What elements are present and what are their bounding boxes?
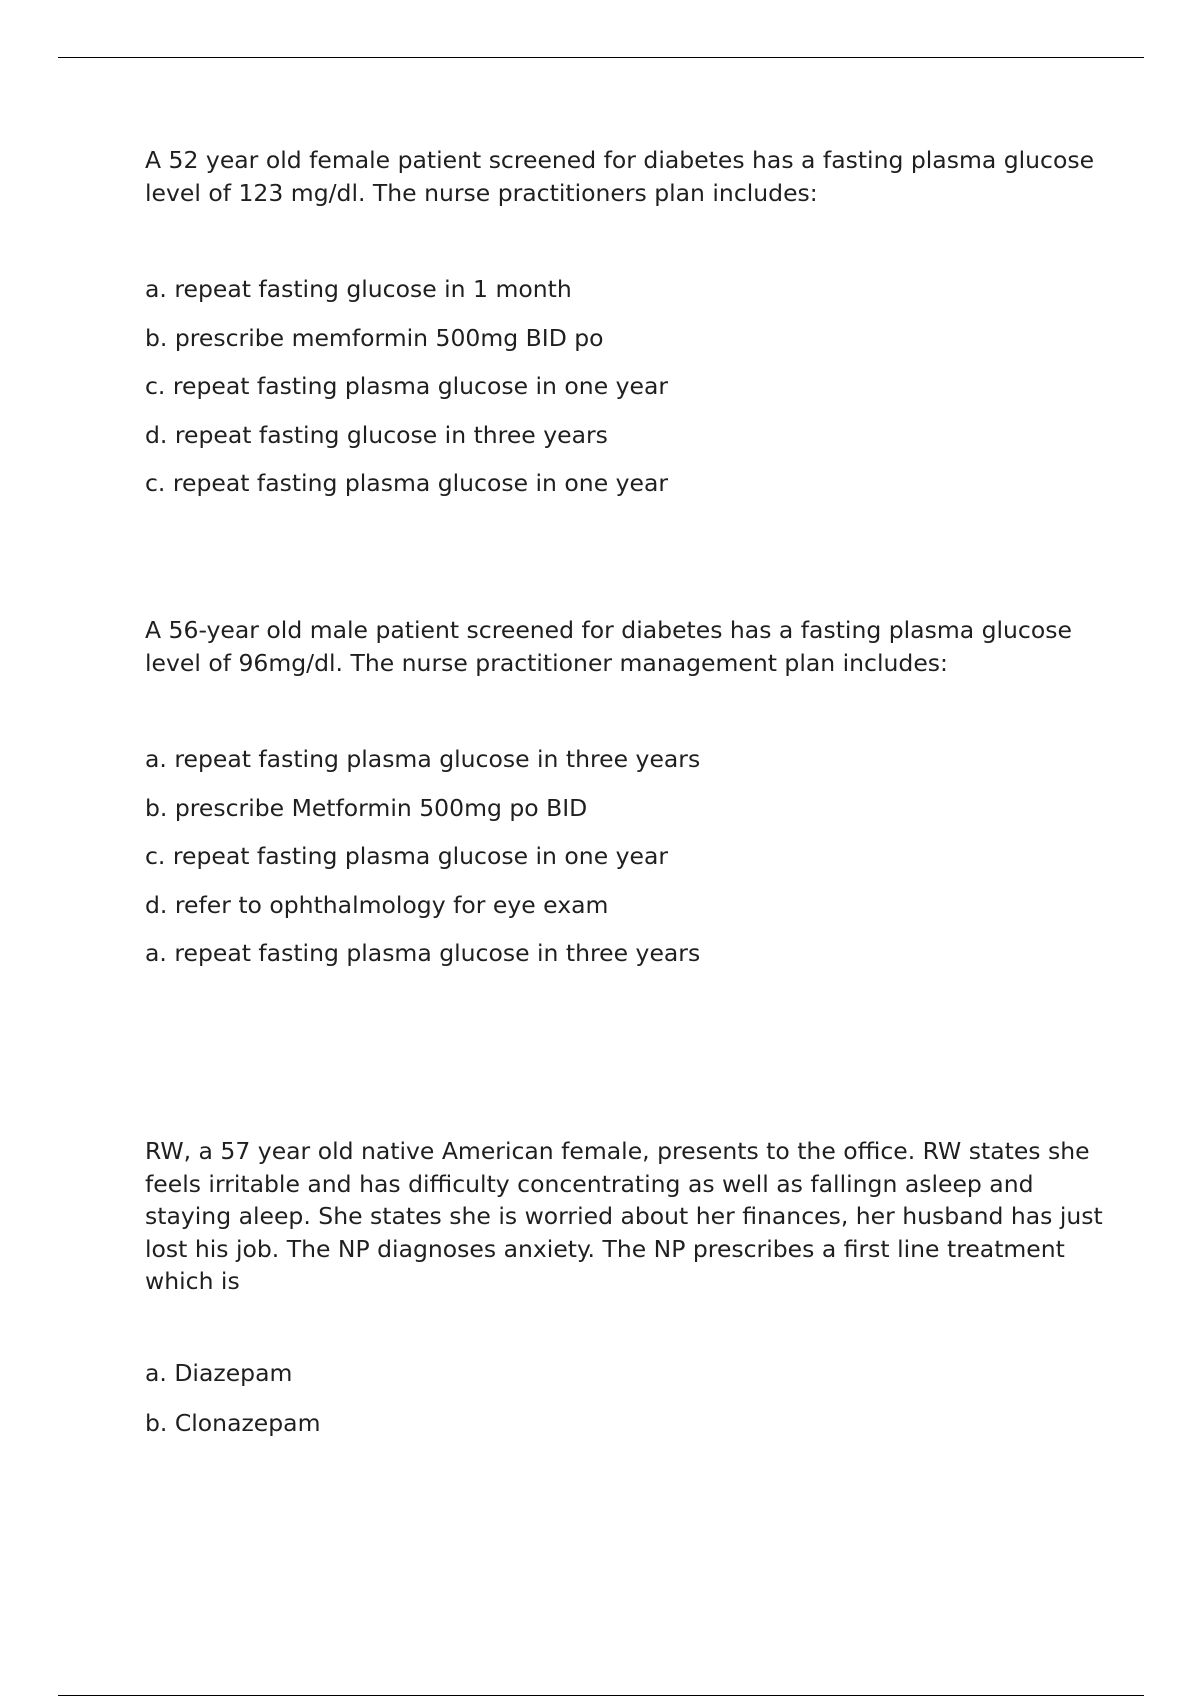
question-2-option-c: c. repeat fasting plasma glucose in one year <box>145 842 669 870</box>
question-3-option-b: b. Clonazepam <box>145 1409 321 1437</box>
question-3-text: RW, a 57 year old native American female, presents to the office. RW states she feels irritable and has difficulty concentrating as well as fallingn asleep and staying aleep. She states she is worried about her finances, her husband has just lost his job. The NP diagnoses anxiety. The NP prescribes a first line treatment which is <box>145 1137 1103 1295</box>
question-1-text: A 52 year old female patient screened for diabetes has a fasting plasma glucose level of 123 mg/dl. The nurse practitioners plan includes: <box>145 146 1095 207</box>
question-1-option-a: a. repeat fasting glucose in 1 month <box>145 275 572 303</box>
question-1-option-c: c. repeat fasting plasma glucose in one year <box>145 372 669 400</box>
question-1-option-d: d. repeat fasting glucose in three years <box>145 420 608 449</box>
question-2-option-d: d. refer to ophthalmology for eye exam <box>145 890 609 919</box>
question-2-text: A 56-year old male patient screened for diabetes has a fasting plasma glucose level of 96mg/dl. The nurse practitioner management plan includes: <box>145 616 1072 677</box>
question-3-option-a: a. Diazepam <box>145 1359 293 1387</box>
question-1-options <box>145 273 1105 499</box>
question-2-option-a: a. repeat fasting plasma glucose in three years <box>145 745 701 773</box>
question-2-answer: a. repeat fasting plasma glucose in three years <box>145 939 701 967</box>
bottom-divider <box>58 1695 1144 1696</box>
question-3-options <box>145 1357 1105 1457</box>
top-divider <box>58 57 1144 58</box>
question-2-option-b: b. prescribe Metformin 500mg po BID <box>145 793 588 822</box>
question-1-option-b: b. prescribe memformin 500mg BID po <box>145 323 604 352</box>
question-2-options <box>145 743 1105 969</box>
question-1-answer: c. repeat fasting plasma glucose in one year <box>145 469 669 497</box>
